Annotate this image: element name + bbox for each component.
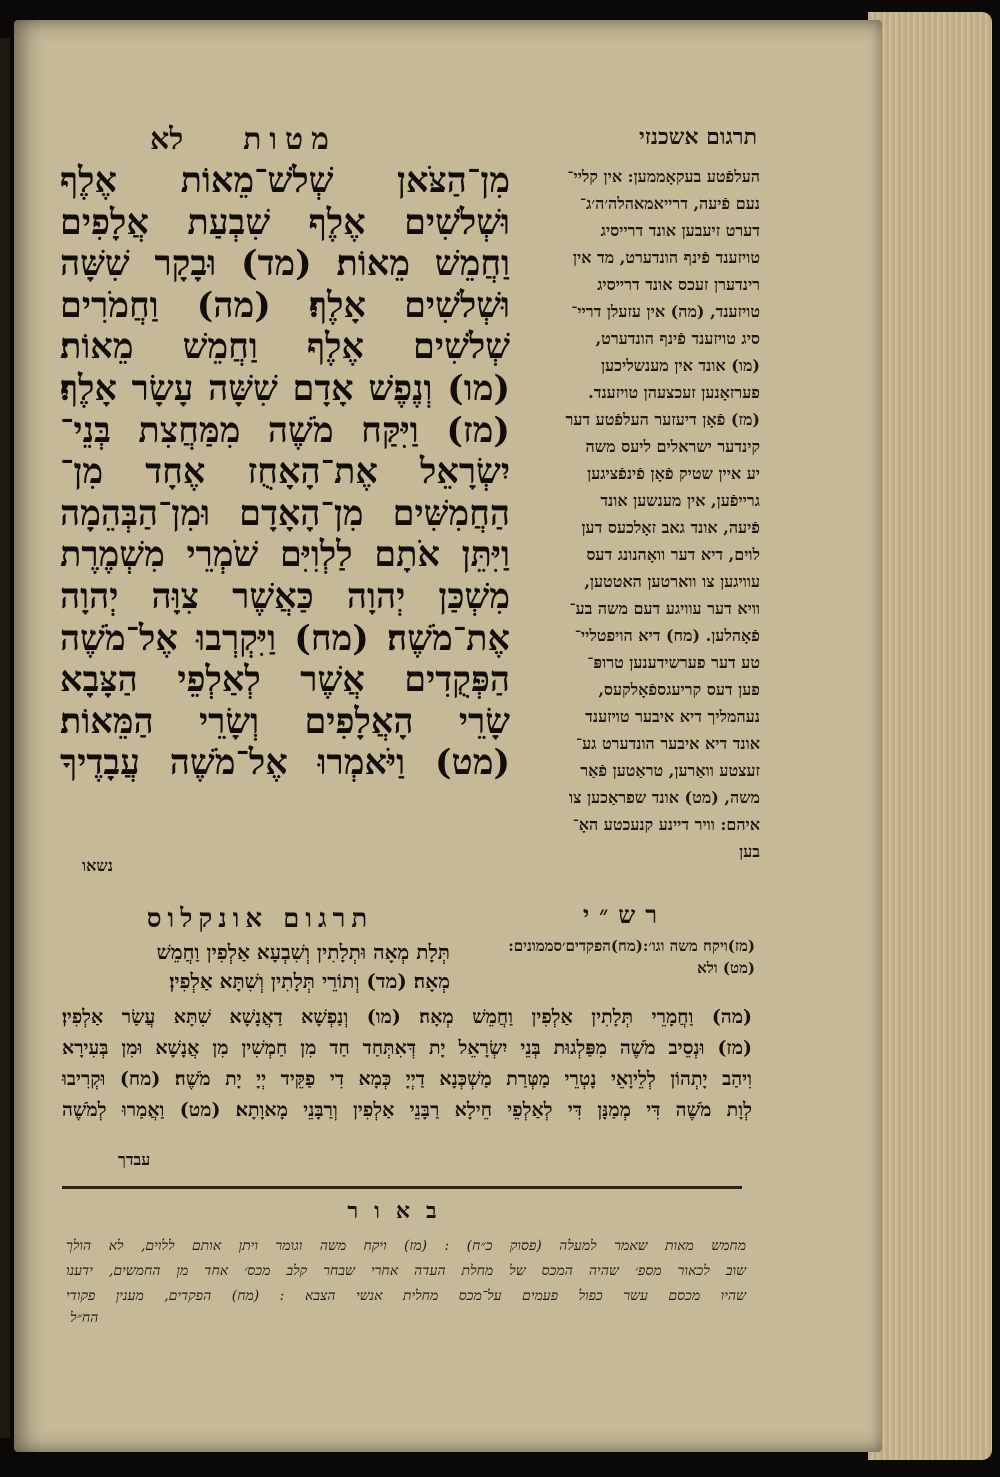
ashkenazi-line: משה, (מט) אונד שפראַכען צו: [568, 788, 760, 807]
onkelos-line: תְּלָת מְאָה וּתְלָתִין וְשִׁבְעָא אַלְפִין וַחֲמֵשׁ: [156, 940, 450, 964]
ashkenazi-line: נעם פֿיעה, דרייאמאהלה׳ה׳ג־: [580, 194, 760, 213]
page-title: מטות: [243, 122, 337, 157]
ashkenazi-line: דערט זיעבען אונד דרייסיג: [600, 221, 760, 240]
section-divider: [62, 1186, 742, 1189]
torah-line: מִשְׁכַּן יְהוָה כַּאֲשֶׁר צִוָּה יְהוָה: [60, 575, 510, 617]
torah-line: הַחֲמִשִּׁים מִן־הָאָדָם וּמִן־הַבְּהֵמָה: [60, 492, 510, 534]
biur-commentary: [66, 1234, 746, 1309]
ashkenazi-line: (מז) פֿאָן דיעזער העלפֿטע דער: [565, 410, 760, 429]
biur-line: שוב לכאור מספ׳ שהיה המכס של מחלת העדה אחרי שבחר קלב מכס׳ אחד מן החמשים, ידענו: [66, 1263, 746, 1279]
torah-line: מִן־הַצֹּאן שְׁלֹשׁ־מֵאוֹת אֶלֶף: [60, 160, 510, 201]
torah-line: (מט) וַיֹּאמְרוּ אֶל־מֹשֶׁה עֲבָדֶיךָ: [60, 742, 510, 784]
ashkenazi-line: פֿיעה, אונד גאב זאָלכעס דען: [581, 518, 760, 537]
catchword-torah: נשאו: [82, 856, 113, 875]
torah-line: וּשְׁלֹשִׁים אֶלֶף שִׁבְעַת אֲלָפִים: [60, 201, 510, 243]
ashkenazi-line: בען: [739, 842, 760, 861]
ashkenazi-line: טויזענד, (מה) אין עזעלן דריי־: [571, 302, 760, 321]
ashkenazi-line: העלפֿטע בעקאָממען: אין קליי־: [567, 167, 760, 186]
onkelos-top-block: [62, 938, 450, 996]
ashkenazi-line: אונד דיא איבער הונדערט גע־: [575, 734, 760, 753]
ashkenazi-line: וויא דער עוויגע דעם משה בע־: [569, 599, 760, 618]
column-title-ashkenazi: תרגום אשכנזי: [638, 124, 757, 150]
ashkenazi-line: פען דעס קריעגספֿאָלקעס,: [598, 680, 760, 699]
rashi-heading: רש״י: [582, 900, 668, 929]
ashkenazi-line: יע איין שטיק פֿאָן פֿינפֿציגען: [587, 464, 760, 483]
ashkenazi-line: (מו) אונד אין מענשליכען: [601, 356, 760, 375]
onkelos-line: וִיהַב יָתְהוֹן לְלֵיוָאֵי נָטְרֵי מַטְּרַת מַשְׁכְּנָא דַיְיָ כְּמָא דִי פַקֵּיד יְיָ יָת מֹשֶׁה׃ (מח) וּקְרִיבוּ: [62, 1068, 752, 1090]
torah-line: וּשְׁלֹשִׁים אָלֶף׃ (מה) וַחֲמֹרִים: [60, 284, 510, 326]
ashkenazi-line: איהם: וויר דיינע קנעכטע האָ־: [572, 815, 760, 834]
page-number: לא: [150, 122, 184, 157]
torah-line: יִשְׂרָאֵל אֶת־הָאָחֻז אֶחָד מִן־: [60, 451, 510, 493]
catchword-onkelos: עבדך: [118, 1150, 151, 1169]
torah-line: וַיִּתֵּן אֹתָם לַלְוִיִּם שֹׁמְרֵי מִשְׁמֶרֶת: [60, 534, 510, 576]
biur-line: מחמש מאות שאמר למעלה (פסוק כ״ח) : (מז) ויקח משה וגומר ויתן אותם ללוים, לא הולך: [66, 1238, 746, 1254]
page-gutter: [0, 38, 10, 1438]
onkelos-full-width-block: [62, 1002, 752, 1126]
biur-heading: באור: [347, 1198, 453, 1224]
rashi-line: (מז)ויקח משה וגו׳:(מח)הפקדים׳סממונים:: [508, 937, 755, 955]
ashkenazi-line: עוויגען צו ווארטען האטטען,: [584, 572, 760, 591]
biur-line: שהיו מכסם עשר כפול פעמים על־מכס מחלית אנשי הצבא : (מח) הפקדים, מענין פקודי: [66, 1288, 746, 1304]
onkelos-line: (מז) וּנְסֵיב מֹשֶׁה מִפַּלְגוּת בְּנֵי יִשְׂרָאֵל יָת דְּאִתְּחַד חַד מִן חַמְשִׁין מִן אֲנָשָׁא וּמִן בְּעִירָא: [62, 1037, 752, 1059]
ashkenazi-line: פֿאָהלען. (מח) דיא הויפטליי־: [574, 626, 760, 645]
ashkenazi-line: סיג טויזענד פֿינף הונדערט,: [595, 329, 760, 348]
book-page-edges: [868, 12, 992, 1460]
torah-line: שָׂרֵי הָאֲלָפִים וְשָׂרֵי הַמֵּאוֹת׃: [60, 700, 510, 742]
ashkenazi-translation-column: [518, 163, 760, 865]
torah-text-block: [60, 160, 510, 784]
torah-line: וַחֲמֵשׁ מֵאוֹת׃ (מד) וּבָקָר שִׁשָּׁה: [60, 243, 510, 285]
biur-end-mark: הח״ל: [70, 1310, 99, 1326]
ashkenazi-line: נעהמליך דיא איבער טויזענד: [585, 707, 760, 726]
ashkenazi-line: רינדערן זעכס אונד דרייסיג: [597, 275, 760, 294]
ashkenazi-line: זעצטע וואַרען, טראַטען פֿאַר: [580, 761, 760, 780]
ashkenazi-line: לוים, דיא דער וואָהנונג דעס: [586, 545, 760, 564]
torah-line: שְׁלֹשִׁים אֶלֶף וַחֲמֵשׁ מֵאוֹת׃: [60, 326, 510, 368]
torah-line: אֶת־מֹשֶׁה׃ (מח) וַיִּקְרְבוּ אֶל־מֹשֶׁה: [60, 617, 510, 659]
rashi-commentary: [455, 935, 755, 979]
rashi-line: (מט) ולא: [697, 959, 755, 977]
onkelos-line: לְוָת מֹשֶׁה דִּי מְמַנָּן דִּי לְאַלְפֵי חֵילָא רַבָּנֵי אַלְפִין וְרַבָּנֵי מָאוָתָא׃ (מט) וַאֲמַרוּ לְמֹשֶׁה: [62, 1099, 752, 1121]
ashkenazi-line: קינדער ישראלים ליעס משה: [585, 437, 760, 456]
ashkenazi-line: טע דער פערשידענען טרופּ־: [587, 653, 760, 672]
torah-line: (מז) וַיִּקַּח מֹשֶׁה מִמַּחֲצִת בְּנֵי־: [60, 409, 510, 451]
ashkenazi-line: טויזענד פֿינף הונדערט, מד אין: [572, 248, 760, 267]
onkelos-line: מְאָה׃ (מד) וְתוֹרֵי תְּלָתִין וְשִׁתָּא אַלְפִין׃: [169, 969, 450, 993]
torah-line: (מו) וְנֶפֶשׁ אָדָם שִׁשָּׁה עָשָׂר אָלֶף׃: [60, 367, 510, 409]
onkelos-line: (מה) וַחֲמָרֵי תְּלָתִין אַלְפִין וַחֲמֵשׁ מְאָה׃ (מו) וְנַפְשָׁא דַאֲנָשָׁא שִׁתָּא עֲשַׂר אַלְפִין׃: [62, 1006, 752, 1028]
ashkenazi-line: גרייפֿען, אין מענשען אונד: [600, 491, 760, 510]
onkelos-heading: תרגום אונקלוס: [146, 904, 374, 934]
ashkenazi-line: פערזאָנען זעכצעהן טויזענד.: [588, 383, 760, 402]
torah-line: הַפְּקֻדִים אֲשֶׁר לְאַלְפֵי הַצָּבָא: [60, 659, 510, 701]
